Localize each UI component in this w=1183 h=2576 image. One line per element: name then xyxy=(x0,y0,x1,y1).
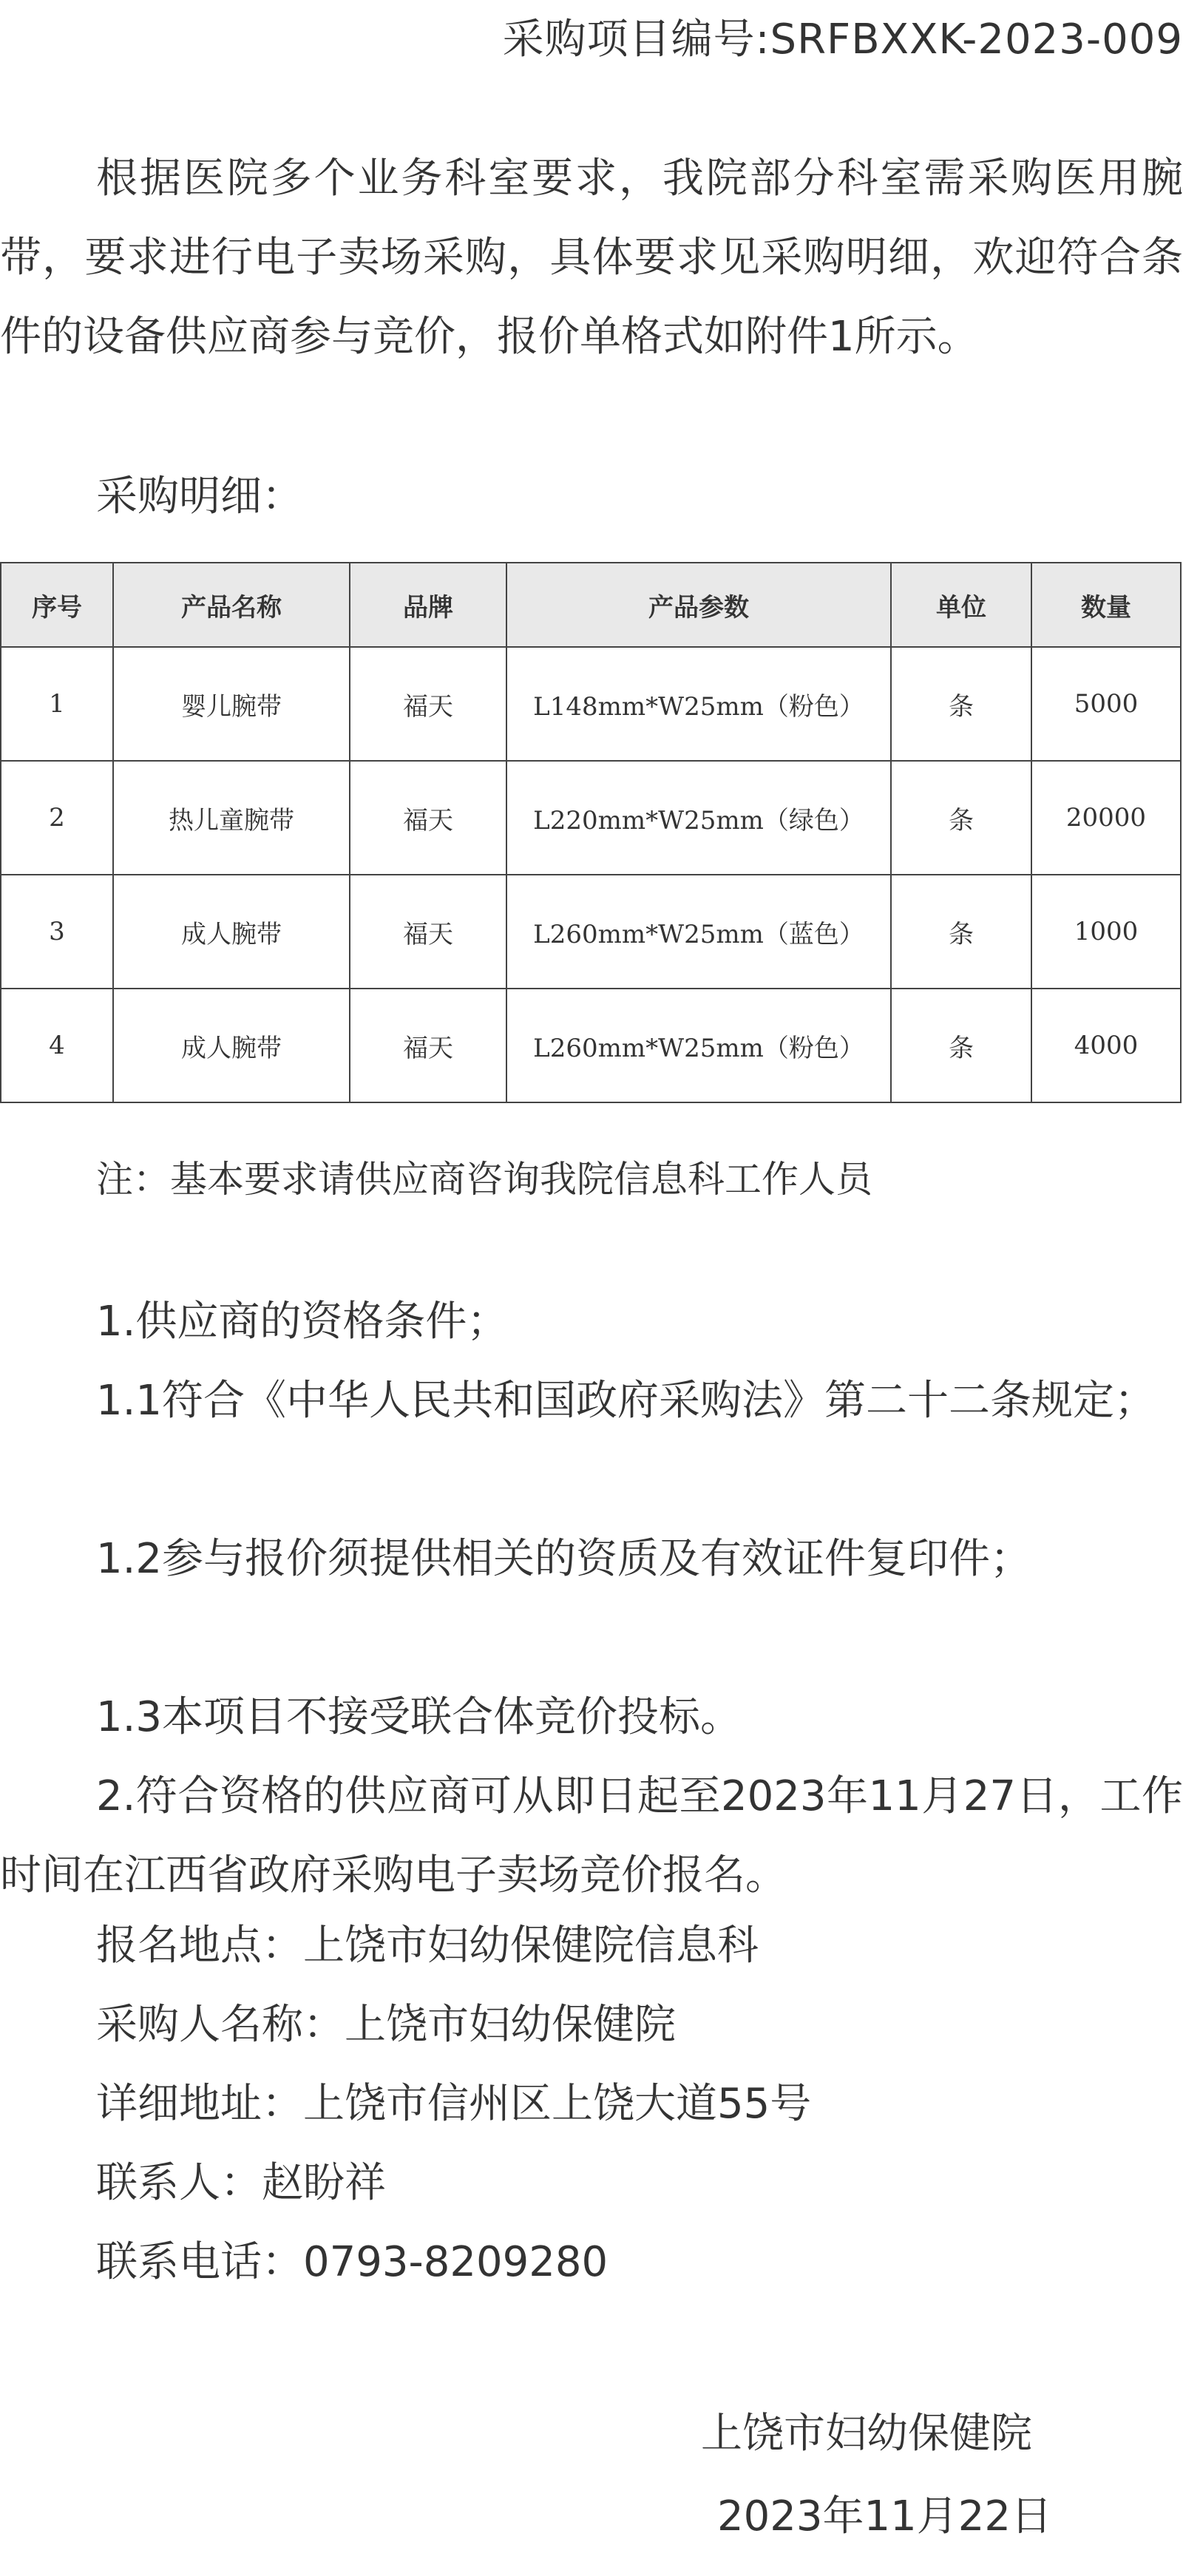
table-cell: 福天 xyxy=(350,875,506,989)
table-cell: L220mm*W25mm（绿色） xyxy=(506,761,891,875)
project-number: 采购项目编号:SRFBXXK-2023-009 xyxy=(502,16,1183,64)
table-row xyxy=(1,989,1181,1102)
requirement-1-1: 1.1符合《中华人民共和国政府采购法》第二十二条规定； xyxy=(96,1377,1156,1425)
requirement-2: 2.符合资格的供应商可从即日起至2023年11月27日，工作时间在江西省政府采购电子卖场竞价报名。 xyxy=(0,1772,1183,1899)
requirement-1-3: 1.3本项目不接受联合体竞价投标。 xyxy=(96,1693,742,1741)
table-note: 注：基本要求请供应商咨询我院信息科工作人员 xyxy=(96,1158,872,1201)
table-cell: 4000 xyxy=(1031,989,1181,1102)
table-cell: 福天 xyxy=(350,989,506,1102)
table-cell: 5000 xyxy=(1031,647,1181,761)
table-row xyxy=(1,875,1181,989)
header-cell: 产品参数 xyxy=(506,563,891,647)
table-cell: 20000 xyxy=(1031,761,1181,875)
detail-address: 详细地址：上饶市信州区上饶大道55号 xyxy=(96,2080,812,2128)
table-row xyxy=(1,761,1181,875)
intro-paragraph: 根据医院多个业务科室要求，我院部分科室需采购医用腕带，要求进行电子卖场采购，具体要求见采购明细，欢迎符合条件的设备供应商参与竞价，报价单格式如附件1所示。 xyxy=(0,155,1183,361)
table-cell: 条 xyxy=(891,989,1031,1102)
table-cell: 福天 xyxy=(350,647,506,761)
table-cell: 条 xyxy=(891,875,1031,989)
table-cell: 条 xyxy=(891,647,1031,761)
signature-date: 2023年11月22日 xyxy=(717,2492,1053,2541)
table-cell: 成人腕带 xyxy=(113,989,350,1102)
table-cell: 4 xyxy=(1,989,113,1102)
header-cell: 产品名称 xyxy=(113,563,350,647)
table-row xyxy=(1,647,1181,761)
table-cell: L148mm*W25mm（粉色） xyxy=(506,647,891,761)
procurement-table xyxy=(0,562,1182,1103)
table-cell: 2 xyxy=(1,761,113,875)
table-cell: L260mm*W25mm（蓝色） xyxy=(506,875,891,989)
table-cell: 1000 xyxy=(1031,875,1181,989)
details-label: 采购明细： xyxy=(96,472,303,521)
table-cell: L260mm*W25mm（粉色） xyxy=(506,989,891,1102)
table-cell: 福天 xyxy=(350,761,506,875)
table-cell: 热儿童腕带 xyxy=(113,761,350,875)
table-cell: 婴儿腕带 xyxy=(113,647,350,761)
table-header-row xyxy=(1,563,1181,647)
header-cell: 序号 xyxy=(1,563,113,647)
header-cell: 单位 xyxy=(891,563,1031,647)
signup-location: 报名地点：上饶市妇幼保健院信息科 xyxy=(96,1922,759,1970)
header-cell: 品牌 xyxy=(350,563,506,647)
table-cell: 1 xyxy=(1,647,113,761)
requirement-1-2: 1.2参与报价须提供相关的资质及有效证件复印件； xyxy=(96,1535,1032,1583)
table-cell: 3 xyxy=(1,875,113,989)
header-cell: 数量 xyxy=(1031,563,1181,647)
table-cell: 条 xyxy=(891,761,1031,875)
purchaser-name: 采购人名称：上饶市妇幼保健院 xyxy=(96,2001,676,2049)
contact-person: 联系人：赵盼祥 xyxy=(96,2159,386,2207)
requirement-1: 1.供应商的资格条件； xyxy=(96,1298,509,1346)
contact-phone: 联系电话：0793-8209280 xyxy=(96,2238,609,2286)
signature-org: 上饶市妇幼保健院 xyxy=(701,2410,1032,2458)
table-cell: 成人腕带 xyxy=(113,875,350,989)
